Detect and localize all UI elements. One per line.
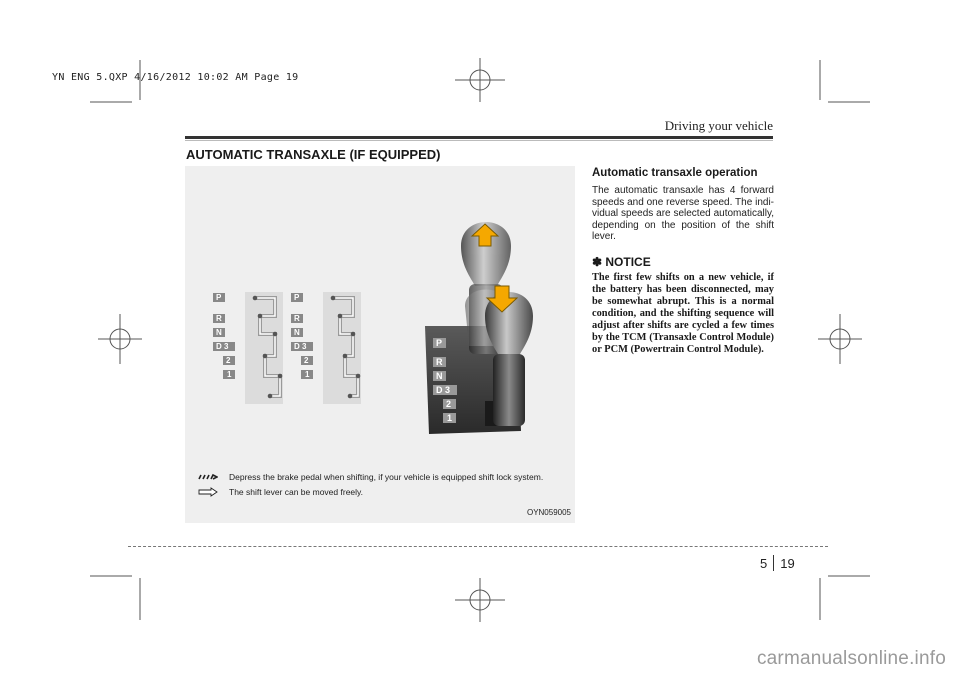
console-text-p: P	[436, 338, 443, 348]
section-title: AUTOMATIC TRANSAXLE (IF EQUIPPED)	[186, 147, 441, 162]
gate-text-2-a: 2	[226, 356, 231, 365]
gate-text-d3-a: D 3	[216, 342, 229, 351]
gate-text-p-a: P	[216, 293, 222, 302]
gate-text-n-b: N	[294, 328, 300, 337]
page-number	[760, 555, 795, 571]
watermark: carmanualsonline.info	[756, 648, 946, 669]
legend-text-brake: Depress the brake pedal when shifting, if your vehicle is equipped shift lock system.	[229, 472, 544, 482]
shift-gate-diagram	[185, 166, 575, 523]
shift-pattern-figure	[185, 166, 575, 523]
subhead-operation: Automatic transaxle operation	[592, 167, 758, 179]
gate-text-r-b: R	[294, 314, 300, 323]
content-column	[592, 167, 774, 356]
body-operation: The automatic transaxle has 4 forward speeds and one reverse speed. The indi-vidual speeds are selected automatically, depending on the position of the shift lever.	[592, 185, 774, 243]
page-number-value: 19	[780, 555, 795, 571]
page-number-separator	[773, 555, 774, 571]
legend-brake-shift	[198, 472, 543, 482]
gate-text-1-a: 1	[227, 370, 232, 379]
gate-text-1-b: 1	[305, 370, 310, 379]
header-rule	[185, 136, 773, 139]
gate-text-d3-b: D 3	[294, 342, 307, 351]
gate-text-p-b: P	[294, 293, 300, 302]
free-move-arrow-icon	[198, 487, 218, 497]
header-rule-light	[185, 140, 773, 141]
console-text-1: 1	[447, 413, 453, 423]
gate-text-n-a: N	[216, 328, 222, 337]
console-text-n: N	[436, 371, 443, 381]
gate-text-r-a: R	[216, 314, 222, 323]
print-slug: YN ENG 5.QXP 4/16/2012 10:02 AM Page 19	[52, 72, 299, 83]
legend-free-move	[198, 487, 363, 497]
figure-code: OYN059005	[526, 508, 571, 517]
gate-text-2-b: 2	[304, 356, 309, 365]
running-header: Driving your vehicle	[664, 118, 773, 133]
console-text-d3: D 3	[436, 385, 451, 395]
notice-title: ✽ NOTICE	[592, 254, 651, 269]
gate-pattern-left	[245, 292, 283, 404]
console-text-2: 2	[446, 399, 452, 409]
gate-pattern-left-b	[323, 292, 361, 404]
notice-body: The first few shifts on a new vehicle, if the battery has been disconnected, may be somewhat abrupt. This is a normal condition, and the shifting sequence will adjust after shifts are cycled a few times by the TCM (Transaxle Control Module) or PCM (Powertrain Control Module).	[592, 271, 774, 355]
legend-text-free: The shift lever can be moved freely.	[229, 487, 364, 497]
brake-shift-arrow-icon	[198, 472, 218, 482]
console-text-r: R	[436, 357, 443, 367]
footer-rule	[128, 546, 828, 547]
chapter-number: 5	[760, 555, 768, 571]
